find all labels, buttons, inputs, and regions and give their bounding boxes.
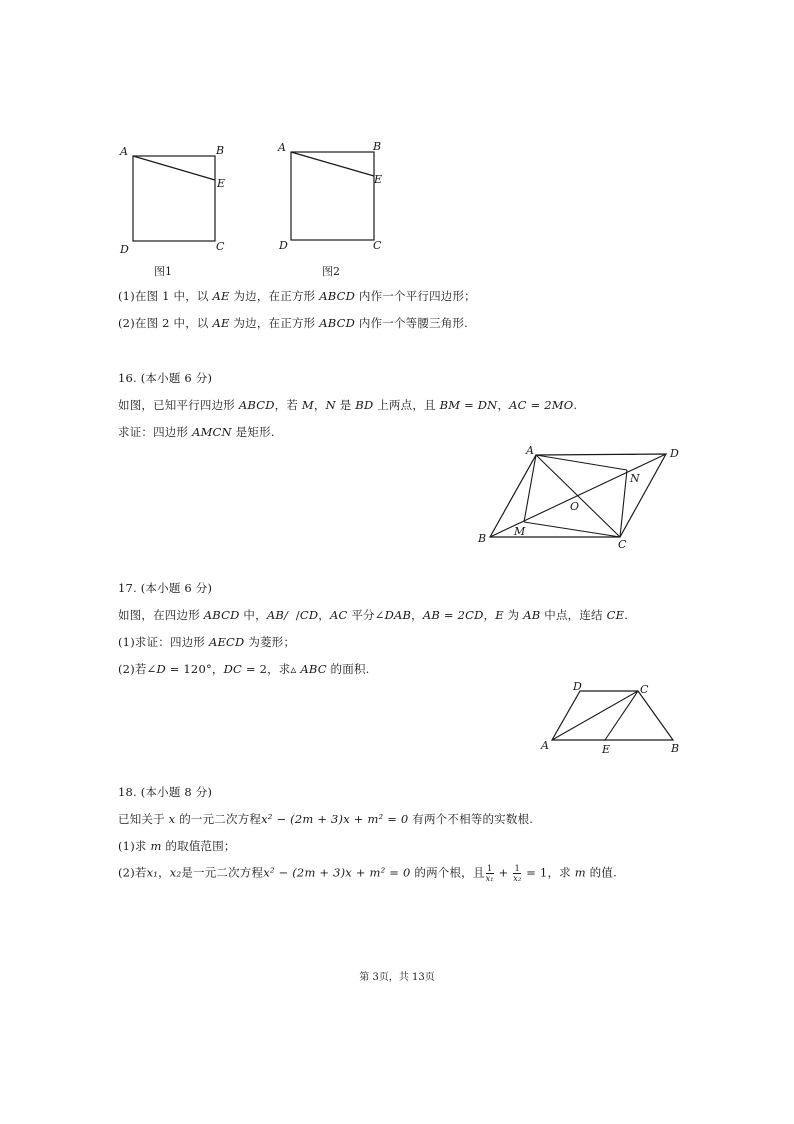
text: 有两个不相等的实数根.	[408, 812, 534, 826]
figure-2-caption: 图2	[322, 265, 340, 278]
text: 平分∠	[347, 608, 385, 622]
q18-line1	[118, 811, 533, 827]
q17-label-d: D	[573, 680, 582, 693]
text: ，	[318, 608, 330, 622]
q18-line3	[118, 864, 617, 883]
text: ，	[483, 608, 496, 622]
fig1-label-a: A	[120, 145, 128, 158]
q16-line2	[118, 424, 275, 440]
q17-line1	[118, 607, 628, 623]
q17-figure	[535, 678, 695, 758]
fig2-label-e: E	[374, 173, 383, 186]
q17-heading: 17. (本小题 6 分)	[118, 581, 213, 595]
q18-heading: 18. (本小题 8 分)	[118, 785, 213, 799]
text: = 2，求▵	[242, 662, 301, 676]
text: 求证：四边形	[118, 425, 193, 439]
q16-label-a: A	[526, 444, 534, 457]
fig1-label-e: E	[217, 177, 226, 190]
math: AC	[329, 608, 348, 622]
q17-label-e: E	[602, 743, 611, 756]
text: 为菱形；	[244, 635, 296, 649]
math: AECD	[208, 635, 245, 649]
fraction-denominator: x₁	[485, 874, 494, 883]
text: 的两个根，且	[410, 865, 485, 880]
figure-1	[119, 144, 225, 256]
fig1-label-c: C	[216, 240, 225, 253]
q18-line2	[118, 838, 236, 854]
math: ABC	[300, 662, 327, 676]
text: 上两点，且	[373, 398, 440, 412]
text: 中点，连结	[540, 608, 607, 622]
text: ，	[313, 398, 326, 412]
text: .	[624, 608, 629, 622]
text: (2)若∠	[118, 662, 157, 676]
math: AC = 2MO	[509, 398, 574, 412]
math: N	[325, 398, 336, 412]
q17-label-a: A	[541, 739, 549, 752]
fraction-1-over-x2	[513, 864, 521, 883]
math: CE	[606, 608, 625, 622]
math: DAB	[384, 608, 412, 622]
math: CD	[299, 608, 319, 622]
math: x₁	[146, 865, 159, 880]
q17-label-b: B	[671, 742, 680, 755]
math: E	[495, 608, 504, 622]
q16-label-o: O	[570, 500, 580, 513]
q15-part2	[118, 315, 468, 331]
q16-label-m: M	[514, 525, 526, 538]
text: 的一元二次方程	[175, 812, 262, 826]
math: AE	[212, 316, 230, 330]
page-footer: 第 3页，共 13页	[359, 972, 435, 983]
q16-line1	[118, 397, 577, 413]
text: (2)若	[118, 865, 147, 880]
math: AB = 2CD	[422, 608, 484, 622]
text: ，	[497, 398, 510, 412]
text: ，若	[274, 398, 302, 412]
text: = 120°，	[165, 662, 224, 676]
math: AB	[523, 608, 541, 622]
figure-1-caption: 图1	[154, 265, 172, 278]
fig2-label-b: B	[373, 140, 382, 153]
math: AE	[212, 289, 230, 303]
math: ABCD	[319, 316, 356, 330]
q16-label-n: N	[630, 472, 640, 485]
q17-label-c: C	[640, 683, 649, 696]
fig1-label-b: B	[216, 144, 225, 157]
text: 内作一个平行四边形；	[355, 289, 476, 303]
math: D	[156, 662, 166, 676]
fraction-numerator: 1	[514, 864, 520, 873]
text: ，	[158, 865, 170, 880]
math: ABCD	[238, 398, 275, 412]
fig1-label-d: D	[120, 243, 129, 256]
text: 是一元二次方程	[181, 865, 264, 880]
text: /	[288, 608, 300, 622]
fig2-label-d: D	[279, 239, 288, 252]
q17-line2	[118, 634, 295, 650]
text: = 1	[522, 865, 548, 880]
text: 的面积.	[326, 662, 370, 676]
text: 的取值范围；	[161, 839, 236, 853]
text: 如图，已知平行四边形	[118, 398, 239, 412]
math: AMCN	[192, 425, 232, 439]
fraction-numerator: 1	[486, 864, 493, 873]
fig2-label-c: C	[373, 239, 382, 252]
math: m	[150, 839, 162, 853]
text: +	[494, 865, 513, 880]
figure-2	[277, 140, 382, 252]
math: M	[301, 398, 314, 412]
text: 为	[503, 608, 524, 622]
fig2-label-a: A	[278, 141, 286, 154]
q17-line3	[118, 661, 370, 677]
text: 的值.	[585, 865, 617, 880]
text: (1)求	[118, 839, 151, 853]
text: ，求	[547, 865, 575, 880]
math: BM = DN	[439, 398, 498, 412]
text: .	[573, 398, 578, 412]
q16-label-d: D	[670, 447, 679, 460]
text: (1)求证：四边形	[118, 635, 209, 649]
q16-heading: 16. (本小题 6 分)	[118, 371, 213, 385]
math: m	[574, 865, 586, 880]
math: x₂	[169, 865, 182, 880]
text: ，	[411, 608, 423, 622]
math: BD	[355, 398, 374, 412]
q16-label-c: C	[618, 538, 627, 550]
fraction-1-over-x1	[486, 864, 494, 883]
text: 中，	[239, 608, 267, 622]
math: ABCD	[203, 608, 240, 622]
q16-figure	[470, 440, 700, 550]
fraction-denominator: x₂	[513, 874, 522, 883]
q16-label-b: B	[478, 532, 487, 545]
text: (2)在图 2 中，以	[118, 316, 213, 330]
text: 是矩形.	[231, 425, 275, 439]
math: x² − (2m + 3)x + m² = 0	[261, 812, 409, 826]
square-figures	[110, 138, 410, 258]
text: 如图，在四边形	[118, 608, 204, 622]
text: 是	[335, 398, 356, 412]
math: x	[168, 812, 176, 826]
math: ABCD	[319, 289, 356, 303]
math: DC	[223, 662, 243, 676]
text: (1)在图 1 中，以	[118, 289, 213, 303]
q15-part1	[118, 288, 476, 304]
math: AB/	[266, 608, 289, 622]
text: 已知关于	[118, 812, 169, 826]
text: 内作一个等腰三角形.	[355, 316, 469, 330]
text: 为边，在正方形	[229, 316, 320, 330]
text: 为边，在正方形	[229, 289, 320, 303]
math: x² − (2m + 3)x + m² = 0	[263, 865, 411, 880]
